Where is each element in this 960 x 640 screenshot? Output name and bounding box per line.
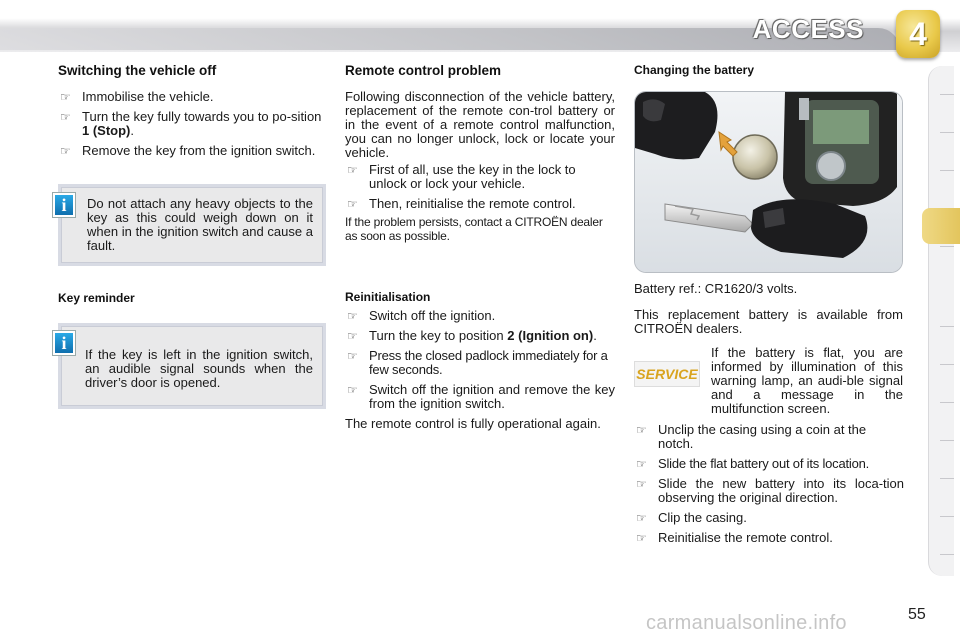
bullet-list [345, 309, 615, 411]
info-box-heavy-objects [58, 184, 326, 266]
info-box-key-reminder [58, 323, 326, 409]
changing-battery-heading: Changing the battery [634, 63, 755, 77]
list-item-text: . [593, 328, 597, 343]
pointing-hand-icon: ☞ [636, 511, 647, 525]
tab-divider [940, 554, 954, 555]
pointing-hand-icon: ☞ [347, 329, 358, 343]
list-item-text: Unclip the casing using a coin at the notch. [658, 422, 867, 451]
bullet-list [58, 90, 328, 158]
tab-divider [940, 516, 954, 517]
coin-battery [733, 135, 777, 179]
list-item [634, 511, 904, 525]
list-item-text: Clip the casing. [658, 510, 747, 525]
warning-lamp-text: If the battery is flat, you are informed by illumination of this warning lamp, an audi-ble signal and a message in the multifunction screen. [711, 345, 903, 416]
pointing-hand-icon: ☞ [636, 423, 647, 437]
pointing-hand-icon: ☞ [347, 197, 358, 211]
list-item-text: Then, reinitialise the remote control. [369, 196, 576, 211]
intro-paragraph: Following disconnection of the vehicle battery, replacement of the remote con-trol battery or in the event of a remote control malfunction, you can no longer unlock, lock or locate your vehicle. [345, 89, 615, 160]
list-item [345, 163, 615, 191]
reinit-heading: Reinitialisation [345, 290, 431, 304]
list-item-text: Turn the key fully towards you to po-sition [82, 109, 322, 124]
pointing-hand-icon: ☞ [60, 90, 71, 104]
list-item-text: First of all, use the key in the lock to unlock or lock your vehicle. [369, 162, 576, 191]
info-icon: i [53, 331, 75, 355]
tab-divider [940, 364, 954, 365]
key-reminder-heading: Key reminder [58, 291, 135, 305]
list-item [345, 309, 615, 323]
key-battery-photo [634, 91, 903, 273]
persist-note: If the problem persists, contact a CITROËN dealer as soon as possible. [345, 215, 603, 243]
list-item-text: Switch off the ignition and remove the key from the ignition switch. [369, 382, 615, 411]
list-item [634, 477, 904, 505]
pointing-hand-icon: ☞ [636, 531, 647, 545]
availability-text: This replacement battery is available from CITROËN dealers. [634, 307, 903, 336]
list-item-text: Slide the new battery into its loca-tion observing the original direction. [658, 476, 904, 505]
tab-divider [940, 132, 954, 133]
remote-key-illustration [635, 92, 903, 273]
list-item [345, 197, 615, 211]
list-item [58, 90, 328, 104]
list-item [634, 531, 904, 545]
bullet-list [345, 163, 615, 211]
position-label: 2 (Ignition on) [507, 328, 594, 343]
list-item [634, 423, 904, 451]
pointing-hand-icon: ☞ [347, 163, 358, 177]
list-item-text: Reinitialise the remote control. [658, 530, 833, 545]
list-item [345, 383, 615, 411]
list-item-text: Turn the key to position [369, 328, 504, 343]
list-item [58, 144, 328, 158]
pointing-hand-icon: ☞ [60, 144, 71, 158]
list-item [345, 329, 615, 343]
pointing-hand-icon: ☞ [636, 457, 647, 471]
list-item-text: Press the closed padlock immediately for a few seconds. [369, 348, 608, 377]
battery-steps [634, 423, 904, 551]
tab-divider [940, 402, 954, 403]
pointing-hand-icon: ☞ [60, 110, 71, 124]
pointing-hand-icon: ☞ [636, 477, 647, 491]
list-item-text: Switch off the ignition. [369, 308, 496, 323]
list-item-text: Immobilise the vehicle. [82, 89, 214, 104]
section-heading: Remote control problem [345, 63, 502, 78]
section-switching-off [58, 63, 328, 164]
battery-reference: Battery ref.: CR1620/3 volts. [634, 281, 798, 296]
chapter-tab-strip [928, 66, 954, 576]
list-item [634, 457, 904, 471]
pointing-hand-icon: ☞ [347, 349, 358, 363]
chapter-badge: 4 [896, 10, 940, 58]
pointing-hand-icon: ☞ [347, 309, 358, 323]
section-heading: Switching the vehicle off [58, 63, 217, 78]
tab-divider [940, 94, 954, 95]
list-item [345, 349, 615, 377]
info-text: Do not attach any heavy objects to the key as this could weigh down on it when in the ignition switch and cause a fault. [87, 196, 313, 253]
list-item [58, 110, 328, 138]
page-title: ACCESS [752, 14, 864, 44]
list-item-text: Slide the flat battery out of its location. [658, 456, 870, 471]
list-item-text: . [130, 123, 135, 138]
info-text: If the key is left in the ignition switch, an audible signal sounds when the driver’s door is opened. [85, 347, 313, 390]
chapter-tab-active[interactable] [922, 208, 960, 244]
watermark: carmanualsonline.info [646, 612, 847, 634]
service-warning-icon: SERVICE [634, 361, 700, 387]
tab-divider [940, 326, 954, 327]
position-label: 1 (Stop) [82, 123, 131, 138]
info-icon: i [53, 193, 75, 217]
tab-divider [940, 246, 954, 247]
section-reinitialisation [345, 290, 615, 431]
section-remote-control [345, 63, 615, 243]
list-item-text: Remove the key from the ignition switch. [82, 143, 316, 158]
pointing-hand-icon: ☞ [347, 383, 358, 397]
tab-divider [940, 478, 954, 479]
outro-paragraph: The remote control is fully operational again. [345, 416, 601, 431]
tab-divider [940, 440, 954, 441]
bullet-list [634, 423, 904, 545]
tab-divider [940, 170, 954, 171]
page-number: 55 [908, 606, 926, 623]
